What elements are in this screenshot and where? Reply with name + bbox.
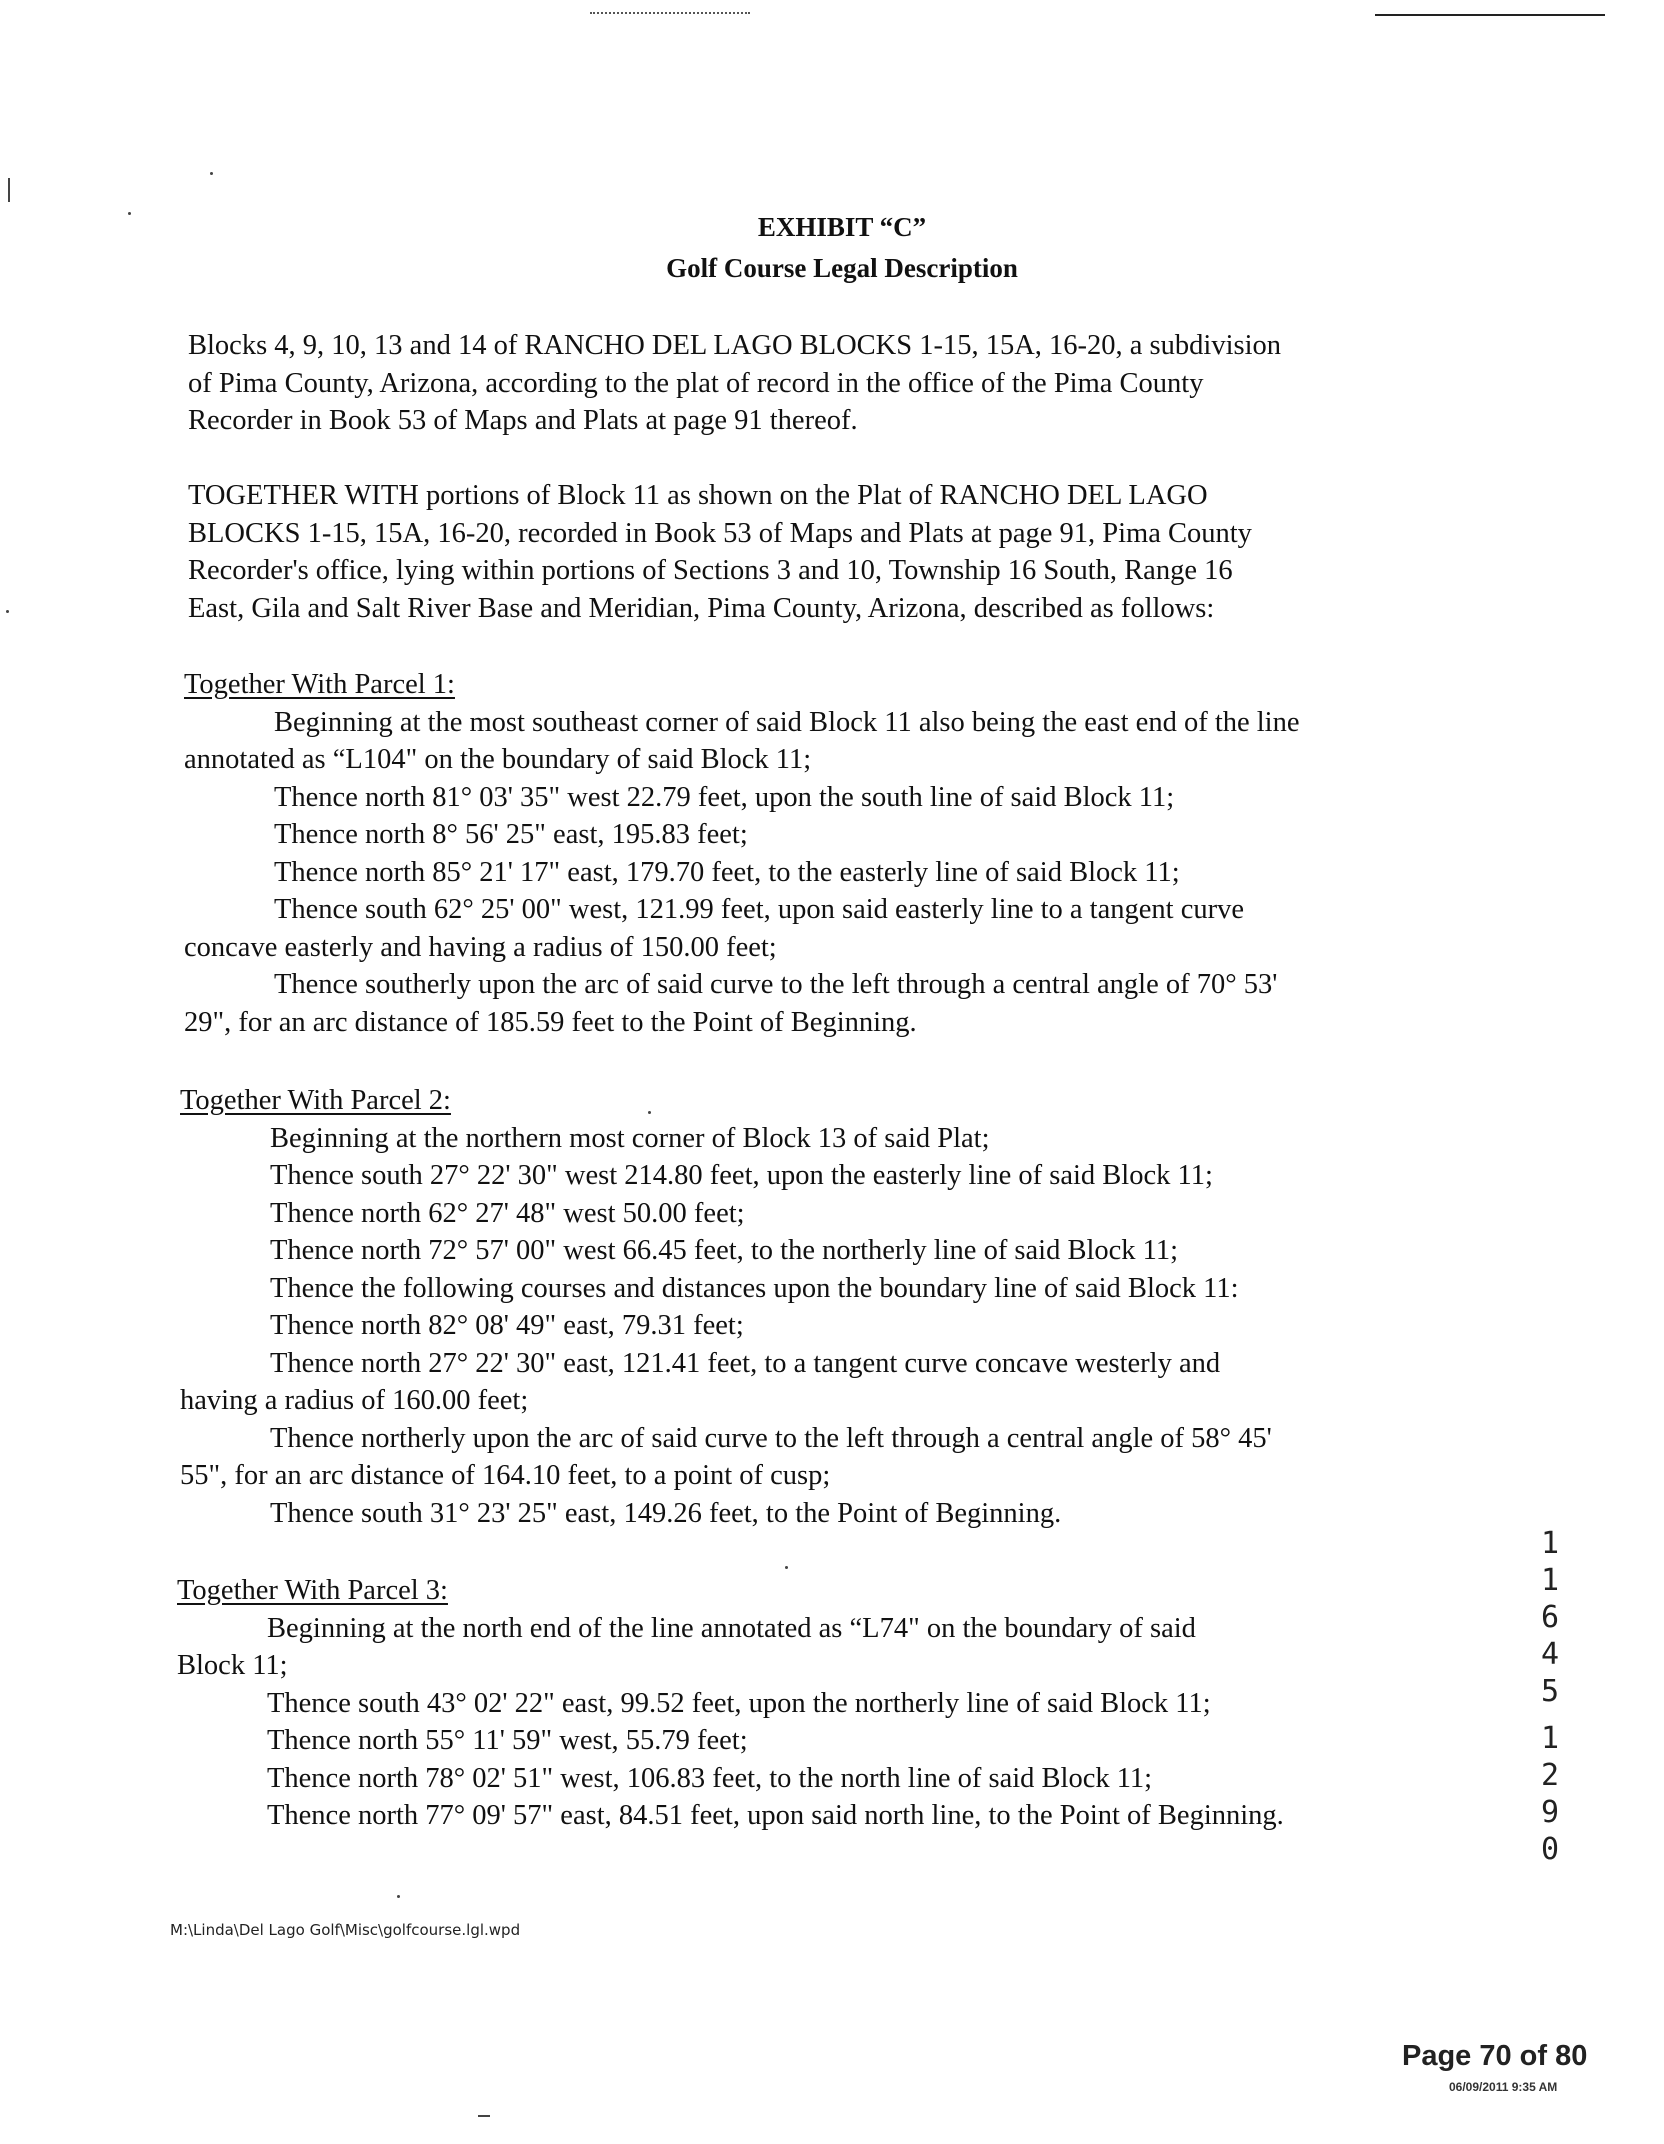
intro-line: Blocks 4, 9, 10, 13 and 14 of RANCHO DEL LAGO BLOCKS 1-15, 15A, 16-20, a subdivision	[188, 330, 1281, 361]
file-path: M:\Linda\Del Lago Golf\Misc\golfcourse.lgl.wpd	[170, 1921, 521, 1939]
scan-top-rule	[1375, 14, 1605, 16]
parcel-line: Beginning at the northern most corner of Block 13 of said Plat;	[270, 1122, 990, 1154]
parcel-line: Thence north 55° 11' 59" west, 55.79 feet;	[267, 1725, 748, 1756]
intro-line: of Pima County, Arizona, according to the plat of record in the office of the Pima County	[188, 367, 1204, 399]
exhibit-subtitle: Golf Course Legal Description	[666, 253, 1018, 283]
parcel-line: Thence north 72° 57' 00" west 66.45 feet, to the northerly line of said Block 11;	[270, 1235, 1179, 1266]
exhibit-title: EXHIBIT “C”	[757, 212, 927, 242]
parcel-line: Beginning at the north end of the line annotated as “L74" on the boundary of said	[267, 1612, 1196, 1644]
parcel-line: 55", for an arc distance of 164.10 feet, to a point of cusp;	[180, 1460, 831, 1491]
parcel-line: Thence south 31° 23' 25" east, 149.26 feet, to the Point of Beginning.	[270, 1497, 1062, 1529]
parcel-heading: Together With Parcel 3:	[177, 1575, 448, 1606]
parcel-line: Thence north 77° 09' 57" east, 84.51 feet, upon said north line, to the Point of Beginning.	[267, 1800, 1284, 1831]
scan-top-marks	[590, 12, 750, 16]
scan-speck	[210, 172, 213, 175]
scan-edge-mark	[478, 2115, 490, 2117]
parcel-line: Thence south 43° 02' 22" east, 99.52 feet, upon the northerly line of said Block 11;	[267, 1687, 1211, 1719]
intro-line: Recorder in Book 53 of Maps and Plats at page 91 thereof.	[188, 405, 858, 436]
page-date: 06/09/2011 9:35 AM	[1449, 2080, 1558, 2094]
parcel-line: Thence north 78° 02' 51" west, 106.83 feet, to the north line of said Block 11;	[267, 1762, 1153, 1794]
scan-speck	[397, 1895, 400, 1898]
parcel-1	[184, 666, 1300, 1041]
stamp-digit: 4	[1540, 1637, 1560, 1672]
recording-stamp-bottom	[1535, 1720, 1565, 1868]
together-line: TOGETHER WITH portions of Block 11 as shown on the Plat of RANCHO DEL LAGO	[188, 480, 1208, 511]
stamp-digit: 9	[1540, 1795, 1560, 1830]
parcel-line: annotated as “L104" on the boundary of said Block 11;	[184, 744, 812, 775]
parcel-line: Thence north 82° 08' 49" east, 79.31 feet;	[270, 1310, 744, 1341]
parcel-line: 29", for an arc distance of 185.59 feet to the Point of Beginning.	[184, 1006, 917, 1038]
parcel-heading: Together With Parcel 1:	[184, 669, 455, 700]
parcel-2	[180, 1082, 1272, 1532]
scan-speck	[785, 1566, 788, 1569]
stamp-digit: 0	[1540, 1832, 1560, 1867]
stamp-digit: 6	[1540, 1600, 1560, 1635]
together-line: BLOCKS 1-15, 15A, 16-20, recorded in Book 53 of Maps and Plats at page 91, Pima County	[188, 517, 1252, 549]
together-line: East, Gila and Salt River Base and Meridian, Pima County, Arizona, described as follows:	[188, 592, 1215, 624]
parcel-3	[177, 1572, 1284, 1835]
stamp-digit: 1	[1540, 1563, 1560, 1598]
parcel-line: Thence south 27° 22' 30" west 214.80 feet, upon the easterly line of said Block 11;	[270, 1160, 1213, 1191]
parcel-line: Thence north 85° 21' 17" east, 179.70 feet, to the easterly line of said Block 11;	[274, 856, 1180, 888]
parcel-line: Thence northerly upon the arc of said curve to the left through a central angle of 58° 45'	[270, 1422, 1272, 1454]
parcel-line: Thence north 62° 27' 48" west 50.00 feet;	[270, 1197, 745, 1229]
parcel-line: Beginning at the most southeast corner of said Block 11 also being the east end of the line	[274, 706, 1300, 738]
parcel-line: Thence north 81° 03' 35" west 22.79 feet, upon the south line of said Block 11;	[274, 781, 1175, 813]
together-with-paragraph	[188, 477, 1252, 627]
parcel-line: Thence south 62° 25' 00" west, 121.99 feet, upon said easterly line to a tangent curve	[274, 894, 1244, 925]
recording-stamp-top	[1535, 1525, 1565, 1710]
parcel-line: Thence the following courses and distances upon the boundary line of said Block 11:	[270, 1272, 1239, 1304]
parcel-line: Thence southerly upon the arc of said curve to the left through a central angle of 70° 53'	[274, 969, 1278, 1000]
stamp-digit: 2	[1540, 1758, 1560, 1793]
together-line: Recorder's office, lying within portions of Sections 3 and 10, Township 16 South, Range 16	[188, 555, 1233, 586]
parcel-line: having a radius of 160.00 feet;	[180, 1385, 529, 1416]
parcel-line: Block 11;	[177, 1650, 288, 1681]
parcel-line: Thence north 27° 22' 30" east, 121.41 feet, to a tangent curve concave westerly and	[270, 1347, 1221, 1379]
scan-speck	[6, 610, 9, 613]
parcel-heading: Together With Parcel 2:	[180, 1085, 451, 1116]
page-number: Page 70 of 80	[1402, 2040, 1588, 2072]
scan-edge-mark	[8, 178, 10, 202]
intro-paragraph	[188, 327, 1281, 440]
stamp-digit: 1	[1540, 1721, 1560, 1756]
stamp-digit: 1	[1540, 1526, 1560, 1561]
parcel-line: Thence north 8° 56' 25" east, 195.83 feet;	[274, 819, 748, 850]
parcel-line: concave easterly and having a radius of 150.00 feet;	[184, 931, 777, 963]
stamp-digit: 5	[1540, 1674, 1560, 1709]
